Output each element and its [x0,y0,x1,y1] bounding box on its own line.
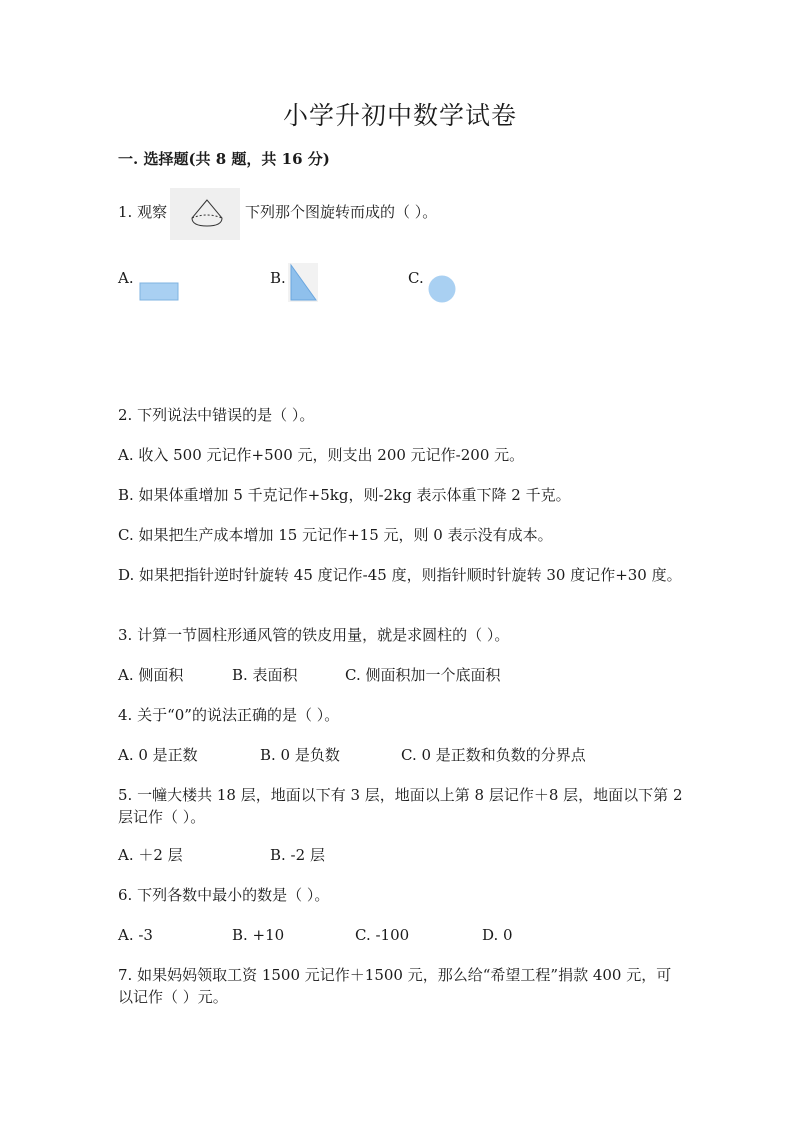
q1-option-a-label: A. [118,269,134,287]
cone-icon [170,188,240,240]
triangle-shape-icon [288,263,320,307]
q6-option-d: D. 0 [482,926,513,944]
q5-option-b: B. -2 层 [270,846,325,864]
q4-option-a: A. 0 是正数 [118,746,198,764]
q2-option-b: B. 如果体重增加 5 千克记作+5kg，则-2kg 表示体重下降 2 千克。 [118,486,571,504]
q2-option-c: C. 如果把生产成本增加 15 元记作+15 元，则 0 表示没有成本。 [118,526,553,544]
q3-option-b: B. 表面积 [232,666,298,684]
q5-option-a: A. ＋2 层 [118,846,183,864]
q4-stem: 4. 关于“0”的说法正确的是（ ）。 [118,706,340,724]
q6-option-c: C. -100 [355,926,410,944]
q3-option-c: C. 侧面积加一个底面积 [345,666,501,684]
q4-option-c: C. 0 是正数和负数的分界点 [401,746,586,764]
page-title: 小学升初中数学试卷 [282,101,517,130]
q1-cone-thumbnail [170,188,240,240]
q4-option-b: B. 0 是负数 [260,746,340,764]
q7-stem: 7. 如果妈妈领取工资 1500 元记作＋1500 元，那么给“希望工程”捐款 400 元，可以记作（ ）元。 [118,966,672,1006]
q1-option-b-label: B. [270,269,286,287]
q1-suffix: 下列那个图旋转而成的（ ）。 [245,203,438,221]
q3-option-a: A. 侧面积 [118,666,184,684]
q1-prefix: 1. 观察 [118,203,168,221]
q5-stem: 5. 一幢大楼共 18 层，地面以下有 3 层，地面以上第 8 层记作＋8 层，地面以下第 2 层记作（ ）。 [118,786,683,826]
q1-option-c-label: C. [408,269,424,287]
rectangle-shape-icon [139,282,181,306]
q2-stem: 2. 下列说法中错误的是（ ）。 [118,406,315,424]
section-heading: 一. 选择题(共 8 题，共 16 分) [118,150,330,168]
q6-stem: 6. 下列各数中最小的数是（ ）。 [118,886,330,904]
q3-stem: 3. 计算一节圆柱形通风管的铁皮用量，就是求圆柱的（ ）。 [118,626,510,644]
q2-option-a: A. 收入 500 元记作+500 元，则支出 200 元记作-200 元。 [118,446,525,464]
q6-option-b: B. +10 [232,926,285,944]
q6-option-a: A. -3 [118,926,153,944]
q2-option-d: D. 如果把指针逆时针旋转 45 度记作-45 度，则指针顺时针旋转 30 度记作+30 度。 [118,566,682,584]
circle-shape-icon [424,273,460,309]
